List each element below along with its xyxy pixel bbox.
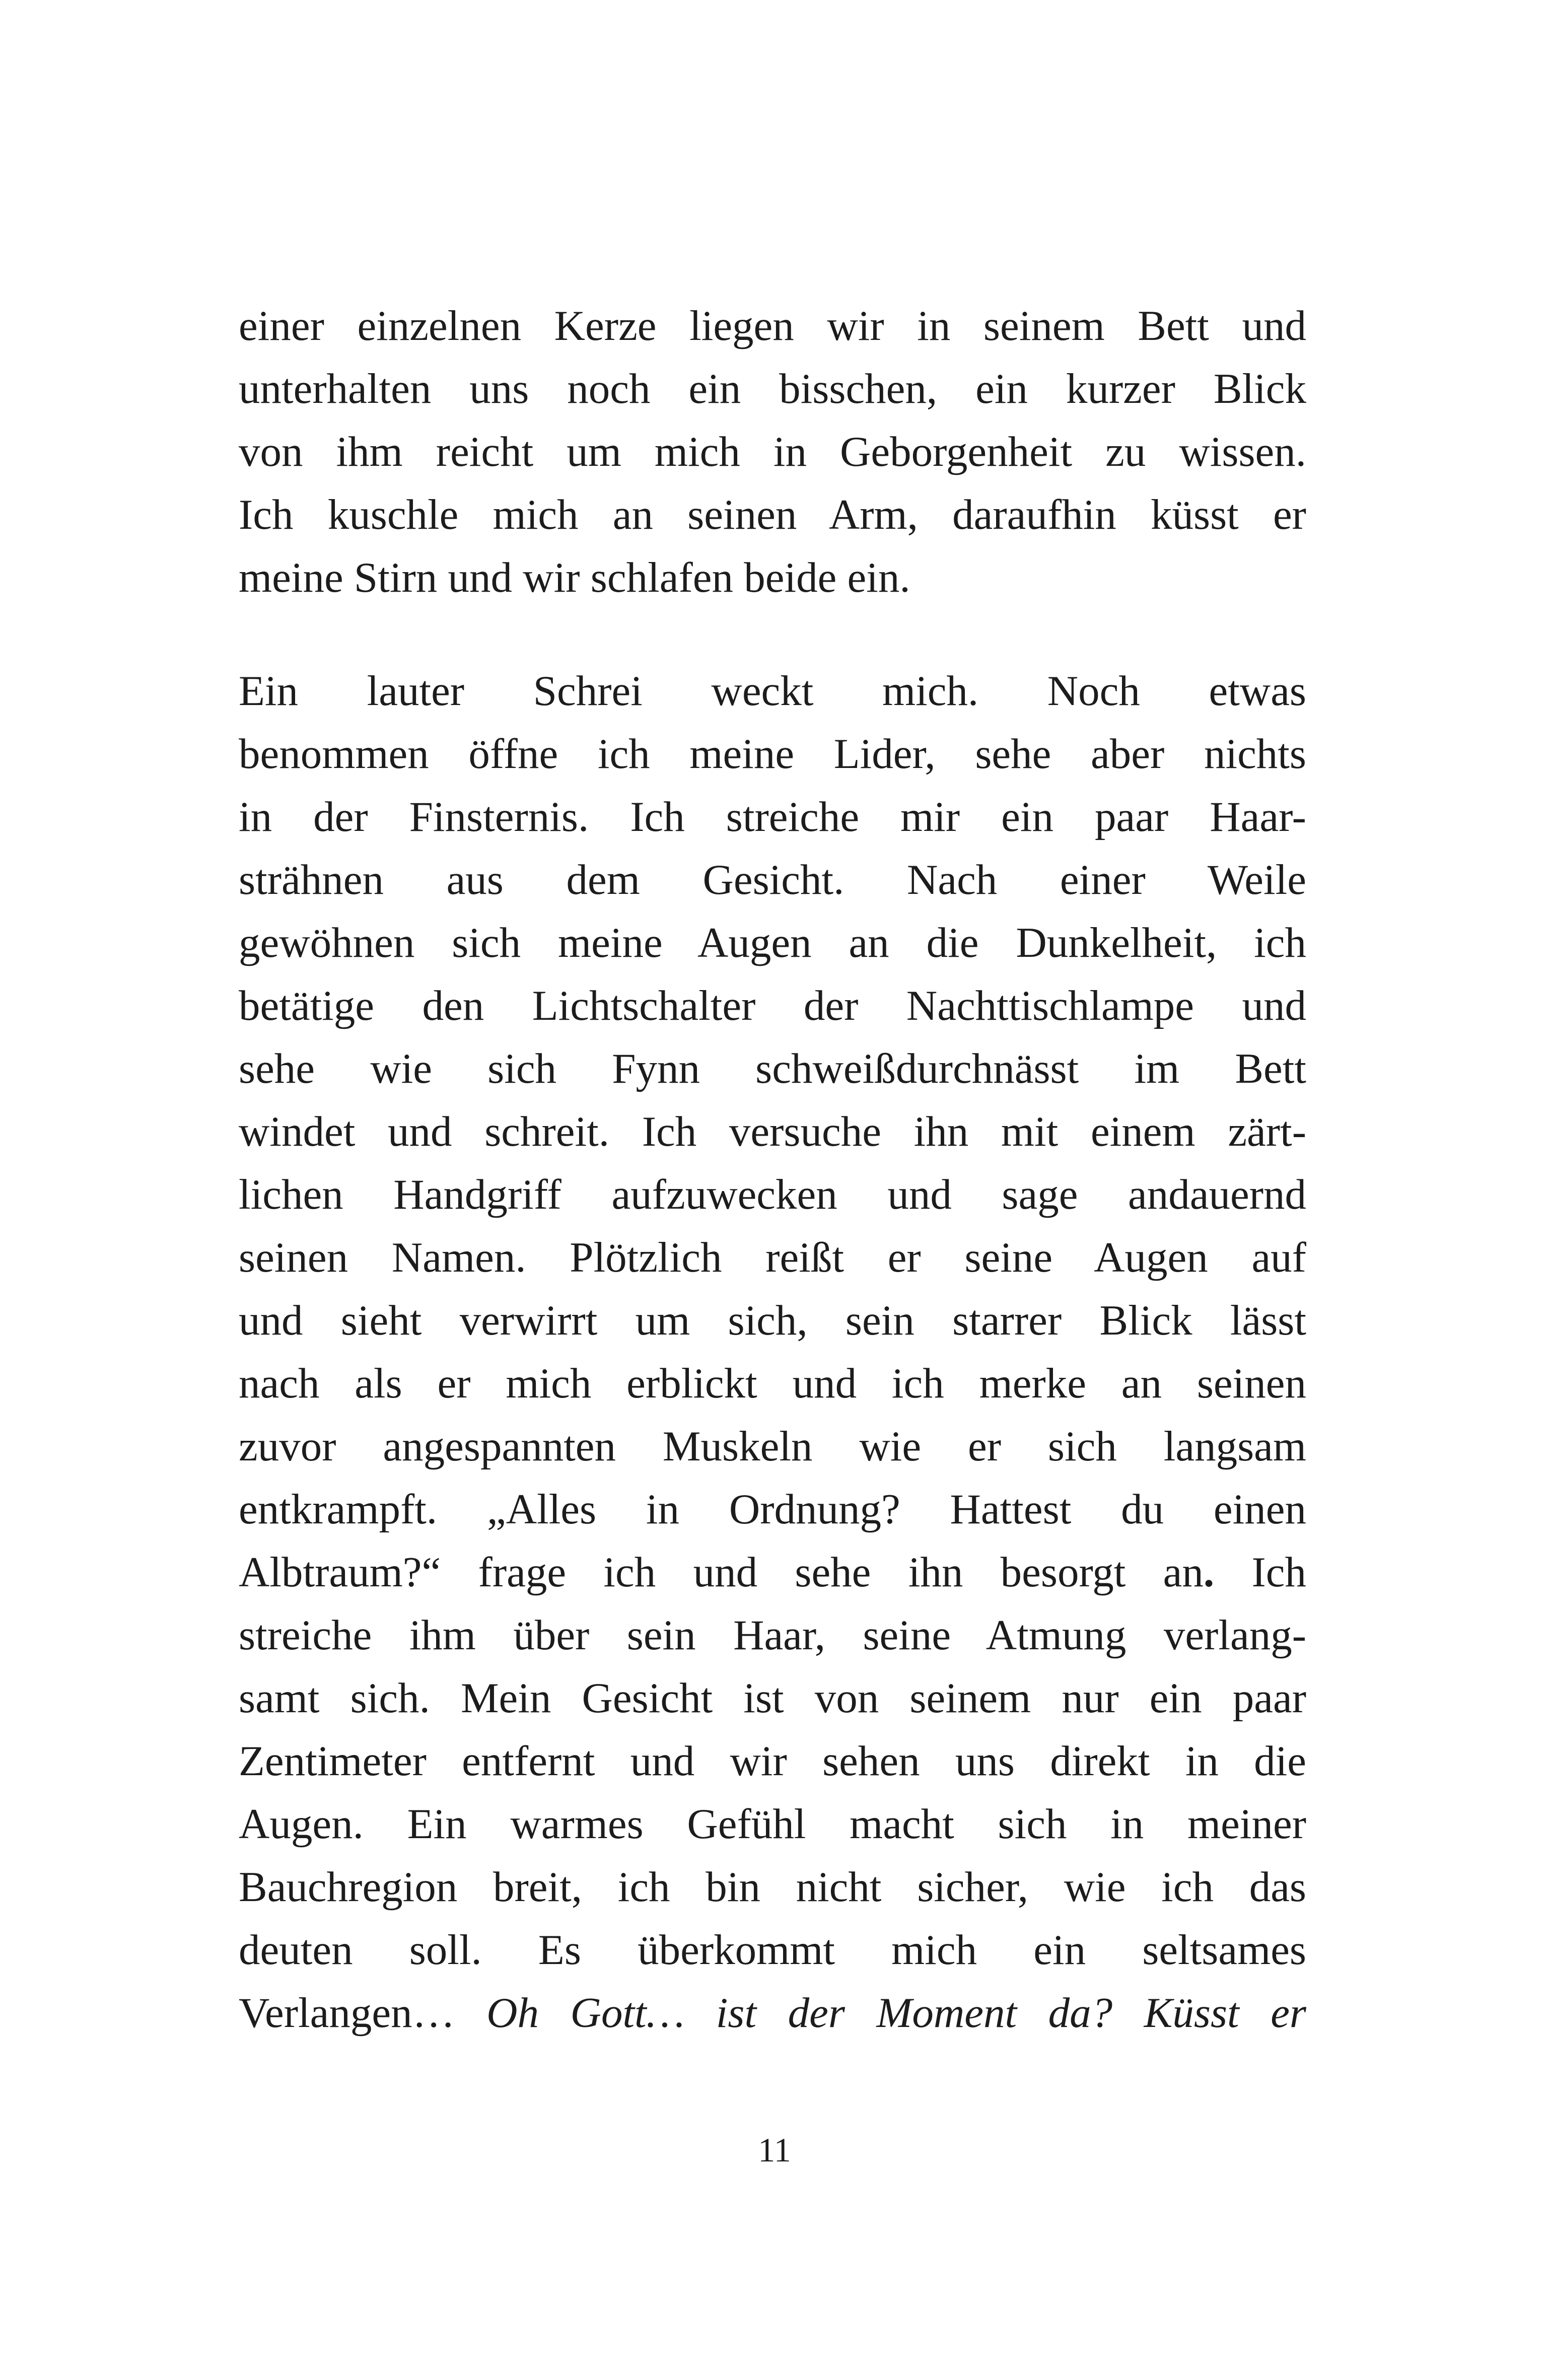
text-line: entkrampft. „Alles in Ordnung? Hattest du einen xyxy=(239,1486,1306,1533)
text-line: unterhalten uns noch ein bisschen, ein kurzer Blick xyxy=(239,365,1306,412)
text-line: zuvor angespannten Muskeln wie er sich langsam xyxy=(239,1423,1306,1470)
paragraph-2 xyxy=(239,660,1306,2045)
bold-period: . xyxy=(1203,1549,1215,1596)
text-line: nach als er mich erblickt und ich merke an seinen xyxy=(239,1360,1306,1407)
text-segment: Albtraum?“ frage ich und sehe ihn besorgt an xyxy=(239,1549,1204,1596)
text-line-composite xyxy=(239,1982,1306,2045)
page-number: 11 xyxy=(758,2131,791,2169)
text-line: betätige den Lichtschalter der Nachttischlampe und xyxy=(239,982,1306,1029)
text-line: strähnen aus dem Gesicht. Nach einer Weile xyxy=(239,856,1306,903)
text-line: samt sich. Mein Gesicht ist von seinem nur ein paar xyxy=(239,1674,1306,1722)
text-line: streiche ihm über sein Haar, seine Atmung verlang- xyxy=(239,1612,1306,1659)
text-line: gewöhnen sich meine Augen an die Dunkelheit, ich xyxy=(239,919,1306,966)
text-segment: Ich xyxy=(1214,1549,1306,1596)
text-line: Augen. Ein warmes Gefühl macht sich in meiner xyxy=(239,1800,1306,1848)
text-line: sehe wie sich Fynn schweißdurchnässt im Bett xyxy=(239,1045,1306,1092)
text-line: von ihm reicht um mich in Geborgenheit zu wissen. xyxy=(239,428,1306,475)
text-line: und sieht verwirrt um sich, sein starrer Blick lässt xyxy=(239,1297,1306,1344)
text-line: Ich kuschle mich an seinen Arm, daraufhin küsst er xyxy=(239,491,1306,538)
text-line: lichen Handgriff aufzuwecken und sage andauernd xyxy=(239,1171,1306,1218)
text-line-composite xyxy=(239,1541,1306,1604)
text-line: einer einzelnen Kerze liegen wir in seinem Bett und xyxy=(239,302,1306,349)
italic-thought: Oh Gott… ist der Moment da? Küsst er xyxy=(486,1989,1306,2037)
text-segment: Verlangen… xyxy=(239,1989,487,2037)
text-line: deuten soll. Es überkommt mich ein seltsames xyxy=(239,1926,1306,1974)
text-line: Bauchregion breit, ich bin nicht sicher, wie ich das xyxy=(239,1863,1306,1911)
text-line: windet und schreit. Ich versuche ihn mit einem zärt- xyxy=(239,1108,1306,1155)
text-line: in der Finsternis. Ich streiche mir ein paar Haar- xyxy=(239,793,1306,841)
text-line: Zentimeter entfernt und wir sehen uns direkt in die xyxy=(239,1737,1306,1785)
text-line: seinen Namen. Plötzlich reißt er seine Augen auf xyxy=(239,1234,1306,1281)
paragraph-1 xyxy=(239,295,1306,609)
text-line: benommen öffne ich meine Lider, sehe aber nichts xyxy=(239,730,1306,778)
text-line: meine Stirn und wir schlafen beide ein. xyxy=(239,554,910,601)
text-line: Ein lauter Schrei weckt mich. Noch etwas xyxy=(239,667,1306,715)
